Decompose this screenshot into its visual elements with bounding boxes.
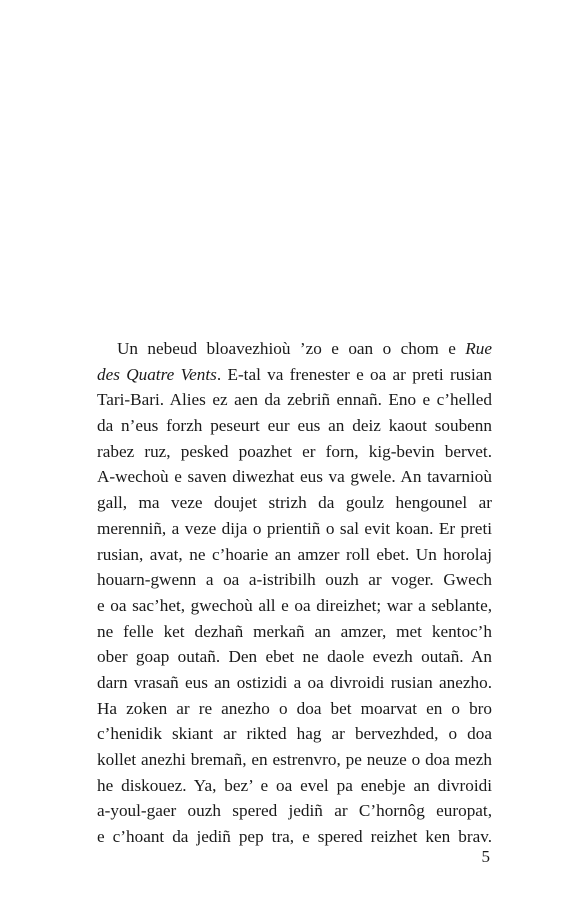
text-line — [97, 439, 492, 465]
text-run: rusian, avat, ne c’hoarie an amzer roll ebet. Un horolaj — [97, 544, 492, 564]
text-run: ober goap outañ. Den ebet ne daole evezh outañ. An — [97, 647, 492, 667]
text-line — [97, 773, 492, 799]
text-line — [97, 644, 492, 670]
page-number: 5 — [481, 847, 490, 866]
text-run: he diskouez. Ya, bez’ e oa evel pa enebje an divroidi — [97, 775, 492, 795]
text-run: Ha zoken ar re anezho o doa bet moarvat en o bro — [97, 698, 492, 718]
text-line — [97, 567, 492, 593]
text-run: Tari-Bari. Alies ez aen da zebriñ ennañ. Eno e c’helled — [97, 390, 492, 410]
text-run: darn vrasañ eus an ostizidi a oa divroidi rusian anezho. — [97, 672, 492, 692]
text-line — [97, 464, 492, 490]
text-line — [97, 490, 492, 516]
text-run: A-wechoù e saven diwezhat eus va gwele. An tavarnioù — [97, 467, 492, 487]
italic-text: Rue — [465, 339, 492, 358]
text-run: rabez ruz, pesked poazhet er forn, kig-bevin bervet. — [97, 441, 492, 461]
text-line — [97, 336, 492, 362]
text-run: houarn-gwenn a oa a-istribilh ouzh ar voger. Gwech — [97, 570, 492, 590]
text-run: gall, ma veze doujet strizh da goulz hengounel ar — [97, 493, 492, 513]
text-run: kollet anezhi bremañ, en estrenvro, pe neuze o doa mezh — [97, 750, 492, 769]
text-run: Un nebeud bloavezhioù ’zo e oan o chom e — [117, 339, 466, 358]
text-line — [97, 542, 492, 568]
text-line — [97, 362, 492, 388]
text-run: da n’eus forzh peseurt eur eus an deiz kaout soubenn — [97, 416, 492, 436]
text-run: . E-tal va frenester e oa ar preti rusian — [216, 364, 492, 384]
text-line — [97, 387, 492, 413]
text-run: c’henidik skiant ar rikted hag ar bervezhded, o doa — [97, 724, 492, 744]
text-line — [97, 747, 492, 773]
text-line — [97, 413, 492, 439]
italic-text: des Quatre Vents — [97, 364, 217, 384]
text-run: e c’hoant da jediñ pep tra, e spered reizhet ken brav. — [97, 827, 492, 847]
body-paragraph — [97, 336, 492, 850]
text-line — [97, 619, 492, 645]
text-line — [97, 721, 492, 747]
text-line — [97, 670, 492, 696]
text-line — [97, 798, 492, 824]
text-line — [97, 593, 492, 619]
text-line — [97, 824, 492, 850]
text-line — [97, 516, 492, 542]
text-run: e oa sac’het, gwechoù all e oa direizhet; war a seblante, — [97, 595, 492, 615]
text-run: ne felle ket dezhañ merkañ an amzer, met kentoc’h — [97, 621, 492, 641]
text-run: merenniñ, a veze dija o prientiñ o sal evit koan. Er preti — [97, 518, 492, 538]
text-line — [97, 696, 492, 722]
text-run: a-youl-gaer ouzh spered jediñ ar C’hornôg europat, — [97, 801, 492, 821]
